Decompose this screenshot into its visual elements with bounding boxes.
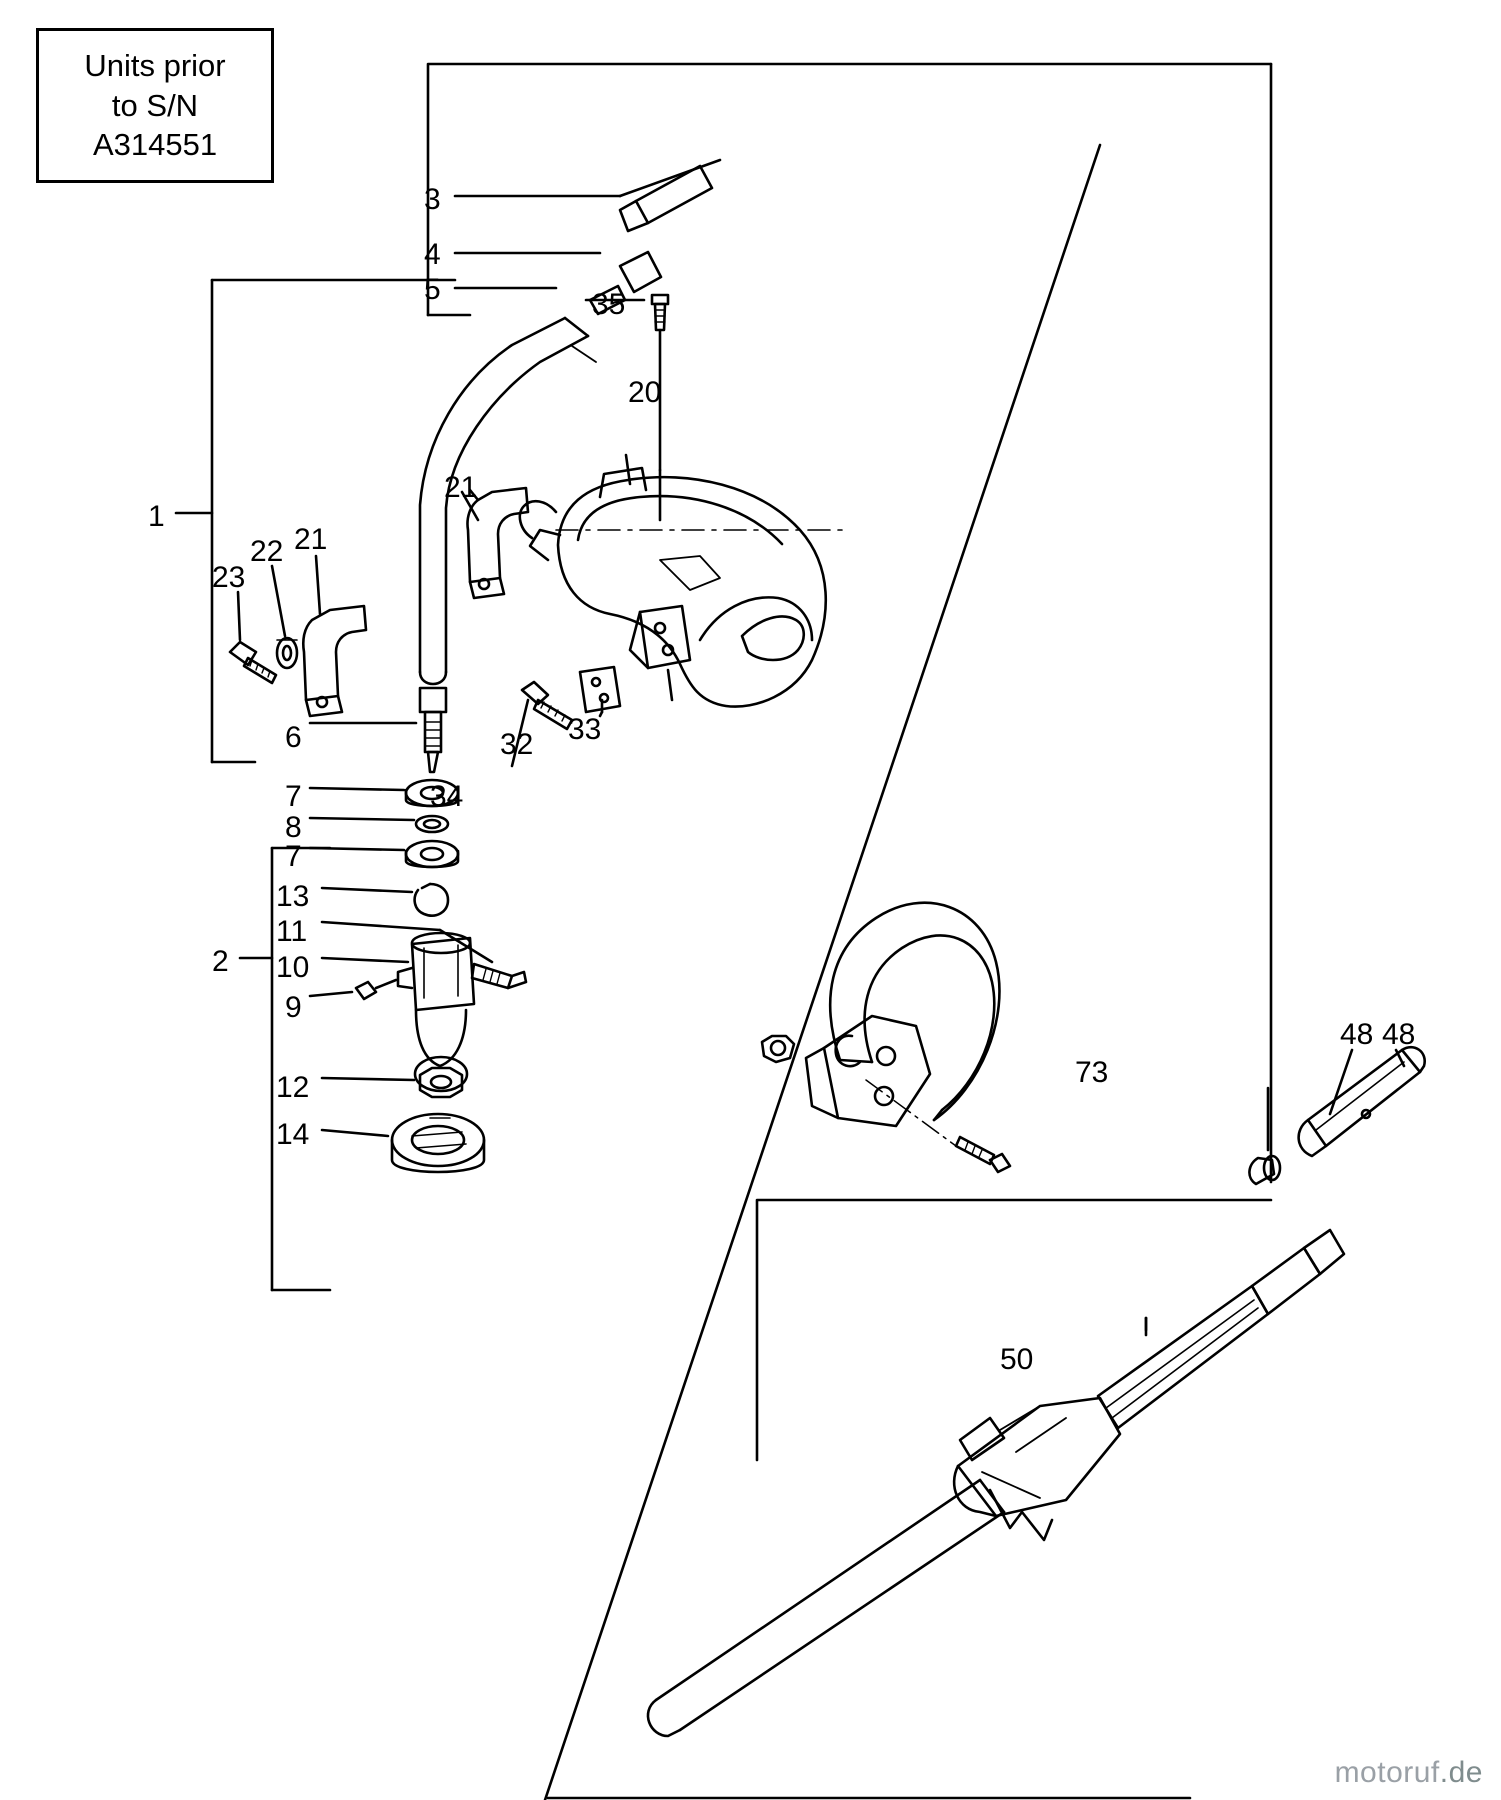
d-handle-assembly bbox=[762, 903, 1010, 1172]
part-32-plate bbox=[580, 667, 620, 712]
callout-32: 32 bbox=[500, 728, 534, 761]
leader-22 bbox=[272, 566, 285, 636]
leader-21b bbox=[316, 556, 320, 614]
callout-14: 14 bbox=[276, 1118, 310, 1151]
units-prior-note-box bbox=[36, 28, 274, 183]
leader-7a bbox=[310, 788, 404, 790]
part-10-11-gearhead bbox=[398, 933, 526, 1091]
leader-13 bbox=[322, 888, 412, 892]
leader-8 bbox=[310, 818, 414, 820]
part-50-throttle-handle bbox=[648, 1230, 1344, 1736]
callout-12: 12 bbox=[276, 1071, 310, 1104]
callout-13: 13 bbox=[276, 880, 310, 913]
part-12-nut bbox=[420, 1068, 462, 1097]
part-23-bolt bbox=[230, 642, 276, 683]
part-35-bolt bbox=[652, 295, 668, 330]
callout-22: 22 bbox=[250, 535, 284, 568]
callout-73: 73 bbox=[1075, 1056, 1109, 1089]
callout-23: 23 bbox=[212, 561, 246, 594]
callout-34: 34 bbox=[430, 780, 464, 813]
part-14-spool bbox=[392, 1114, 484, 1172]
upper-shaft bbox=[420, 166, 712, 684]
callout-1: 1 bbox=[148, 500, 165, 533]
part-48-cover bbox=[1299, 1047, 1425, 1156]
leader-33 bbox=[668, 670, 672, 700]
note-line-1: Units prior bbox=[84, 47, 226, 83]
callout-8: 8 bbox=[285, 811, 302, 844]
part-13-clip bbox=[415, 884, 448, 916]
part-8-ring bbox=[416, 816, 448, 832]
leader-11 bbox=[322, 922, 440, 930]
part-73-cap bbox=[1249, 1156, 1280, 1184]
callout-2: 2 bbox=[212, 945, 229, 978]
part-21-clamp-upper bbox=[467, 488, 528, 598]
callout-3: 3 bbox=[424, 183, 441, 216]
leader-23 bbox=[238, 592, 240, 640]
callout-21b: 21 bbox=[294, 523, 328, 556]
callout-7b: 7 bbox=[285, 840, 302, 873]
part-22-washer bbox=[277, 638, 297, 668]
part-21-clamp-left bbox=[303, 606, 366, 716]
callout-48b: 48 bbox=[1382, 1018, 1416, 1051]
callout-4: 4 bbox=[424, 238, 441, 271]
leaders-345 bbox=[455, 160, 720, 288]
callout-7a: 7 bbox=[285, 780, 302, 813]
callout-50: 50 bbox=[1000, 1343, 1034, 1376]
callout-33: 33 bbox=[568, 713, 602, 746]
leader-9 bbox=[310, 992, 352, 996]
callout-6: 6 bbox=[285, 721, 302, 754]
part-6-shaft-pin bbox=[420, 688, 446, 772]
callout-9: 9 bbox=[285, 991, 302, 1024]
watermark-suffix: .de bbox=[1439, 1756, 1483, 1789]
callout-10: 10 bbox=[276, 951, 310, 984]
callout-5: 5 bbox=[424, 273, 441, 306]
callout-20: 20 bbox=[628, 376, 662, 409]
watermark-brand: motoruf bbox=[1334, 1756, 1440, 1789]
leader-14 bbox=[322, 1130, 388, 1136]
site-watermark bbox=[1335, 1756, 1483, 1790]
leader-10 bbox=[322, 958, 408, 962]
callout-48a: 48 bbox=[1340, 1018, 1374, 1051]
callout-11: 11 bbox=[276, 915, 308, 948]
note-line-2: to S/N bbox=[111, 87, 199, 123]
callout-21a: 21 bbox=[444, 471, 478, 504]
callout-35: 35 bbox=[592, 288, 626, 321]
bracket-1 bbox=[176, 280, 455, 762]
leader-11b bbox=[440, 930, 492, 962]
part-34-bolt bbox=[522, 682, 572, 729]
leader-12 bbox=[322, 1078, 414, 1080]
part-20-handle-bracket bbox=[520, 455, 850, 707]
leader-7b bbox=[310, 848, 404, 850]
part-7-bearing-lower bbox=[406, 841, 458, 867]
note-line-3: A314551 bbox=[92, 127, 218, 163]
part-9-screw bbox=[356, 980, 396, 999]
